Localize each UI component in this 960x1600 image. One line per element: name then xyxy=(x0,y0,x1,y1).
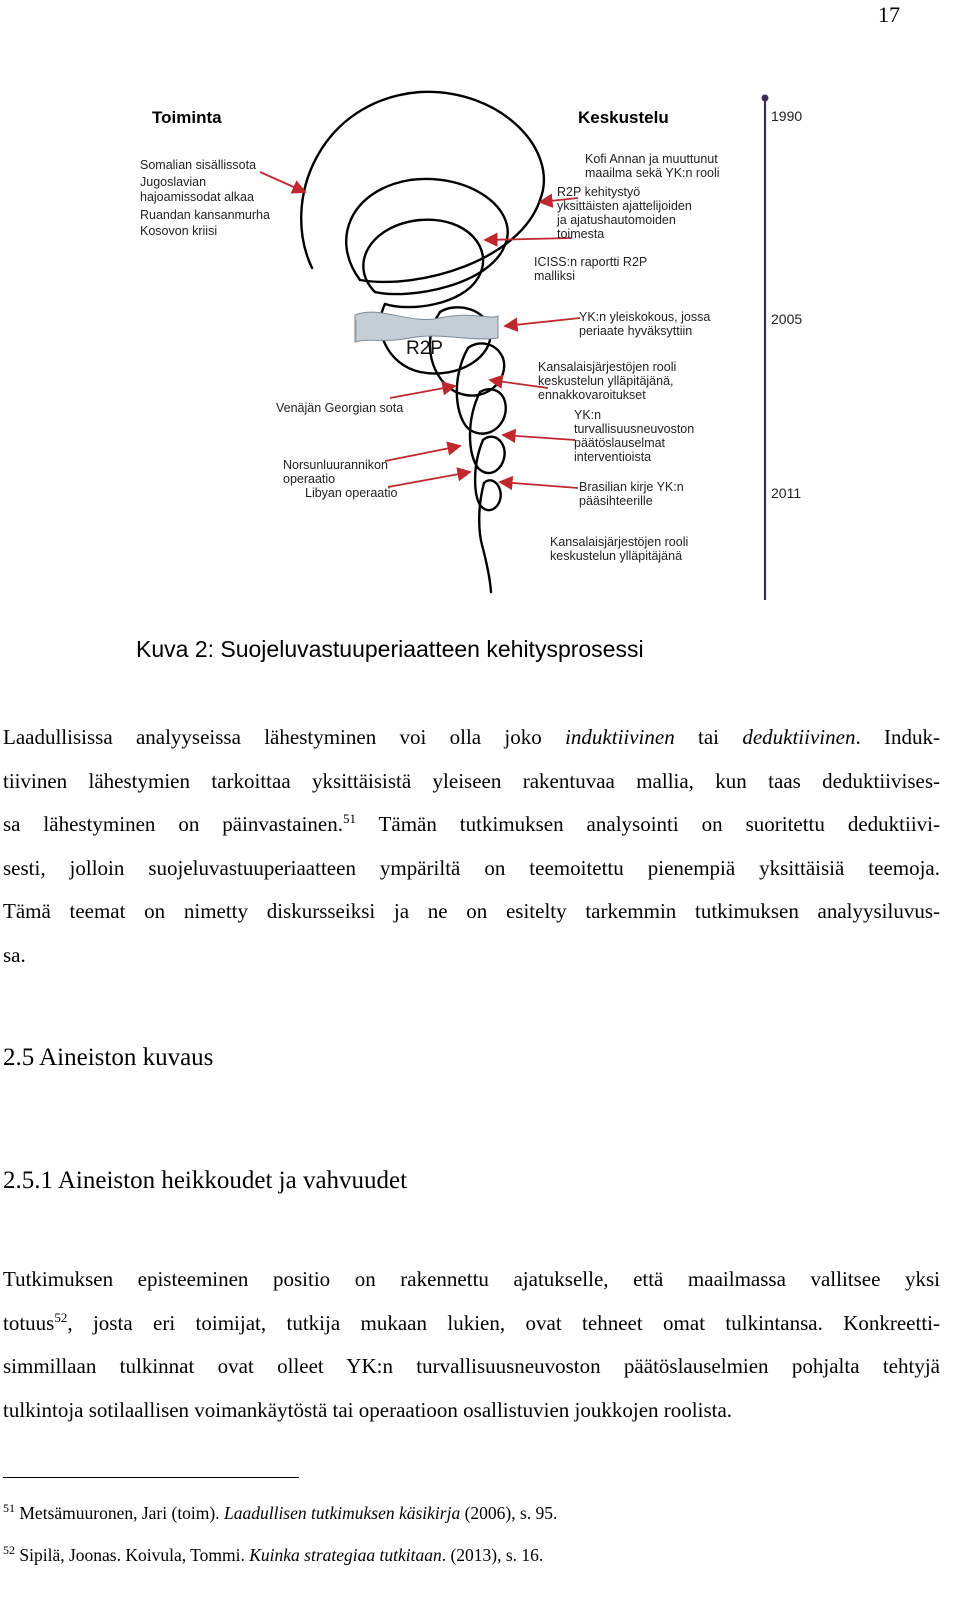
figure-caption: Kuva 2: Suojeluvastuuperiaatteen kehitysprosessi xyxy=(136,636,644,662)
footnote-divider xyxy=(3,1477,299,1478)
text-run: tai xyxy=(674,725,743,749)
label-jugoslavia: Jugoslavian xyxy=(140,175,207,189)
text-run: . Induk- xyxy=(855,725,940,749)
label-brasilia-2: pääsihteerille xyxy=(579,494,653,508)
text-run: Tämän tutkimuksen analysointi on suoritettu deduktiivi- xyxy=(355,812,940,836)
footnote-number: 51 xyxy=(3,1501,15,1516)
label-yleiskokous-2: periaate hyväksyttiin xyxy=(579,324,693,338)
label-kansalais-b: Kansalaisjärjestöjen rooli xyxy=(550,535,689,549)
paragraph-2 xyxy=(3,1258,940,1432)
right-heading: Keskustelu xyxy=(578,108,669,127)
paragraph-1-line: sesti, jolloin suojeluvastuuperiaatteen ympäriltä on teemoitettu pienempiä yksittäisiä teemoja. xyxy=(3,855,940,880)
label-annan-2: maailma sekä YK:n rooli xyxy=(585,166,720,180)
label-r2p-kehitys-3: ja ajatushautomoiden xyxy=(557,213,676,227)
paragraph-1-line: sa. xyxy=(3,942,26,967)
label-kansalais-2: keskustelun ylläpitäjänä, xyxy=(538,374,674,388)
paragraph-2-line: tulkintoja sotilaallisen voimankäytöstä tai operaatioon osallistuvien joukkojen roolista. xyxy=(3,1397,733,1422)
label-r2p-kehitys: R2P kehitystyö xyxy=(557,185,641,199)
label-tn-4: interventioista xyxy=(574,450,652,464)
heading-2-5-1: 2.5.1 Aineiston heikkoudet ja vahvuudet xyxy=(3,1167,408,1194)
year-1990: 1990 xyxy=(771,108,803,124)
paragraph-1-line xyxy=(3,716,940,760)
italic-term: deduktiivinen xyxy=(742,725,856,749)
label-tn: YK:n xyxy=(574,408,602,422)
label-somalia: Somalian sisällissota xyxy=(140,158,257,172)
heading-2-5: 2.5 Aineiston kuvaus xyxy=(3,1044,214,1071)
text-run: Metsämuuronen, Jari (toim). xyxy=(19,1503,224,1523)
page-number: 17 xyxy=(878,2,900,27)
paragraph-1-line: tiivinen lähestymien tarkoittaa yksittäisistä yleiseen rakentuvaa mallia, kun taas deduktiivises- xyxy=(3,768,940,793)
paragraph-2-line: Tutkimuksen episteeminen positio on rakennettu ajatukselle, että maailmassa vallitsee yksi xyxy=(3,1267,940,1291)
label-iciss: ICISS:n raportti R2P xyxy=(534,255,648,269)
paragraph-1 xyxy=(3,716,940,977)
italic-term: induktiivinen xyxy=(565,725,675,749)
label-ruanda: Ruandan kansanmurha xyxy=(140,208,270,222)
label-yleiskokous: YK:n yleiskokous, jossa xyxy=(579,310,711,324)
r2p-process-figure xyxy=(0,80,960,620)
left-heading: Toiminta xyxy=(152,108,222,127)
paragraph-1-line xyxy=(3,803,940,847)
footnote-ref: 52 xyxy=(54,1309,68,1325)
paragraph-1-line: Tämä teemat on nimetty diskursseiksi ja ne on esitelty tarkemmin tutkimuksen analyysiluvus- xyxy=(3,899,940,923)
paragraph-2-line: simmillaan tulkinnat ovat olleet YK:n turvallisuusneuvoston päätöslauselmien pohjalta tehtyjä xyxy=(3,1354,940,1378)
label-jugoslavia-2: hajoamissodat alkaa xyxy=(140,190,254,204)
label-brasilia: Brasilian kirje YK:n xyxy=(579,480,684,494)
label-tn-2: turvallisuusneuvoston xyxy=(574,422,695,436)
paragraph-2-line xyxy=(3,1302,940,1346)
label-r2p-kehitys-4: toimesta xyxy=(557,227,605,241)
label-tn-3: päätöslauselmat xyxy=(574,436,666,450)
italic-title: Laadullisen tutkimuksen käsikirja xyxy=(223,1503,461,1523)
label-r2p-kehitys-2: yksittäisten ajattelijoiden xyxy=(557,199,692,213)
text-run: Laadullisissa analyyseissa lähestyminen voi olla joko xyxy=(3,725,566,749)
label-kansalais-b-2: keskustelun ylläpitäjänä xyxy=(550,549,683,563)
label-kansalais: Kansalaisjärjestöjen rooli xyxy=(538,360,677,374)
label-norsunluurannikko: Norsunluurannikon xyxy=(283,458,388,472)
italic-title: Kuinka strategiaa tutkitaan xyxy=(249,1545,442,1565)
footnote-number: 52 xyxy=(3,1543,15,1558)
text-run: , josta eri toimijat, tutkija mukaan lukien, ovat tehneet omat tulkintansa. Konkreetti- xyxy=(67,1310,940,1335)
label-kansalais-3: ennakkovaroitukset xyxy=(538,388,646,402)
label-libya: Libyan operaatio xyxy=(305,486,398,500)
text-run: Sipilä, Joonas. Koivula, Tommi. xyxy=(19,1545,250,1565)
label-georgia: Venäjän Georgian sota xyxy=(276,401,404,415)
year-2005: 2005 xyxy=(771,311,803,327)
label-kosovo: Kosovon kriisi xyxy=(140,224,218,238)
footnote-51 xyxy=(3,1503,557,1524)
text-run: sa lähestyminen on päinvastainen. xyxy=(3,812,343,836)
year-2011: 2011 xyxy=(771,485,802,501)
label-operaatio: operaatio xyxy=(283,472,336,486)
text-run: totuus xyxy=(3,1310,55,1335)
text-run: . (2013), s. 16. xyxy=(441,1545,544,1565)
label-annan: Kofi Annan ja muuttunut xyxy=(585,152,718,166)
r2p-label: R2P xyxy=(406,338,443,359)
footnote-ref: 51 xyxy=(342,811,356,826)
text-run: (2006), s. 95. xyxy=(460,1503,558,1523)
label-iciss-2: malliksi xyxy=(534,269,575,283)
footnote-52 xyxy=(3,1545,543,1566)
